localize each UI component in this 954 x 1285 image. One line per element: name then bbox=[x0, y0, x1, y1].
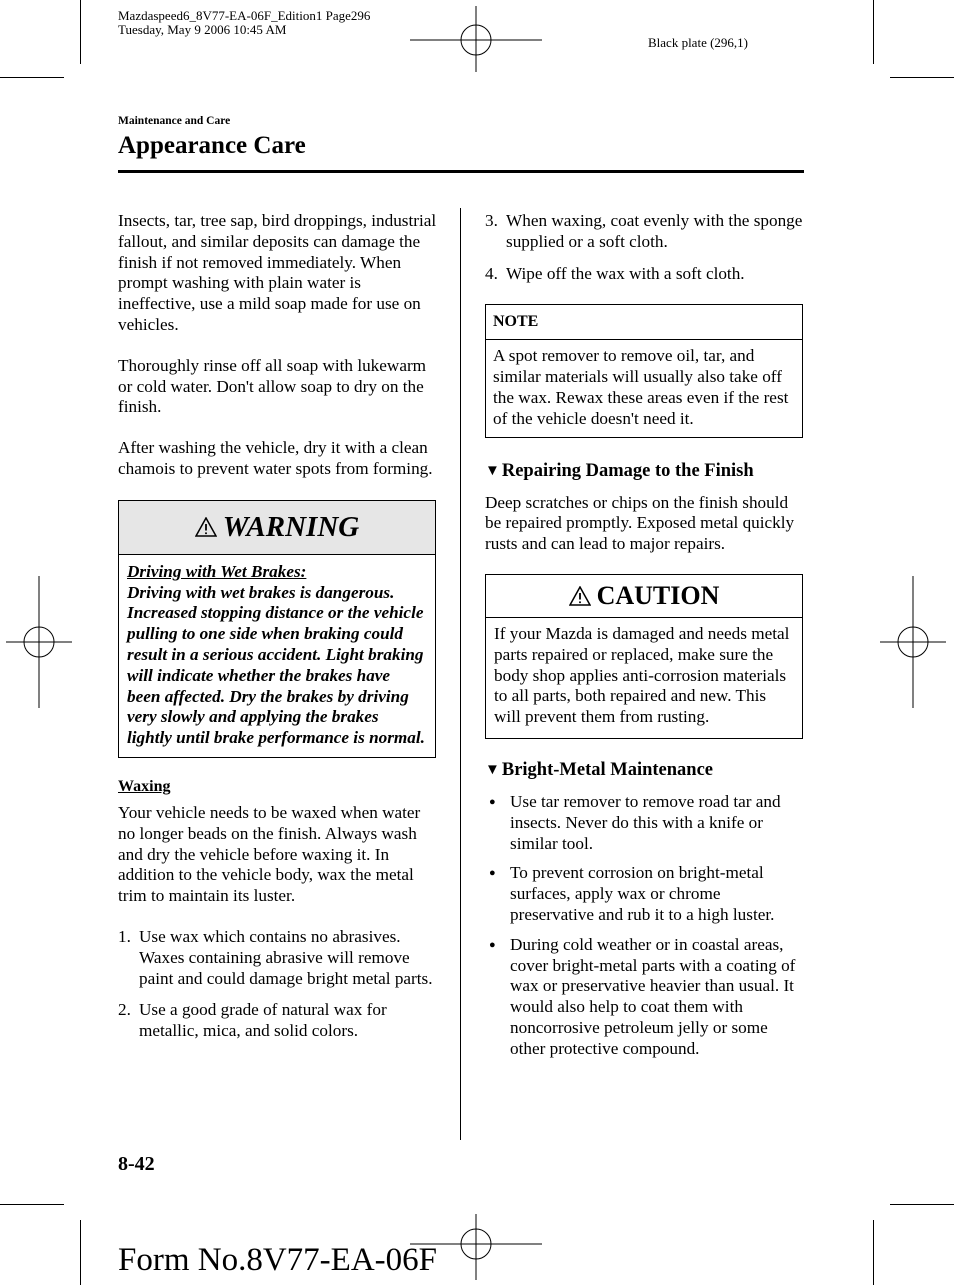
form-number: Form No.8V77-EA-06F bbox=[118, 1242, 437, 1278]
paragraph: Insects, tar, tree sap, bird droppings, industrial fallout, and similar deposits can damage the finish if not removed immediately. When prompt washing with plain water is ineffective, use a mild soap made for use on vehicles. bbox=[118, 211, 437, 334]
note-heading: NOTE bbox=[486, 305, 802, 340]
title-rule bbox=[118, 170, 804, 173]
list-item bbox=[485, 935, 805, 1060]
list-item-text: During cold weather or in coastal areas, cover bright-metal parts with a coating of wax or preservative heavier than usual. It would also help to coat them with noncorrosive petroleum jelly or some other protective compound. bbox=[510, 934, 796, 1058]
bright-metal-heading-text: Bright-Metal Maintenance bbox=[501, 759, 714, 780]
crop-mark bbox=[80, 0, 81, 64]
print-plate: Black plate (296,1) bbox=[648, 35, 748, 50]
caution-box bbox=[485, 574, 803, 739]
warning-box bbox=[118, 500, 436, 758]
step-item bbox=[118, 927, 438, 989]
caution-heading: CAUTION bbox=[596, 580, 720, 610]
bright-metal-heading bbox=[485, 759, 805, 781]
warning-subtitle: Driving with Wet Brakes: bbox=[127, 561, 307, 581]
step-item bbox=[485, 264, 805, 285]
warning-header bbox=[119, 501, 435, 555]
registration-mark-right bbox=[880, 576, 946, 708]
page-number: 8-42 bbox=[118, 1153, 155, 1175]
repair-heading bbox=[485, 460, 805, 482]
section-label: Maintenance and Care bbox=[118, 115, 231, 127]
list-item bbox=[485, 863, 805, 925]
bullet-icon: ● bbox=[489, 795, 496, 808]
triangle-marker-icon: ▼ bbox=[485, 462, 500, 479]
right-column bbox=[485, 211, 805, 1060]
list-item-text: Use tar remover to remove road tar and insects. Never do this with a knife or similar tool. bbox=[510, 791, 781, 853]
paragraph: Your vehicle needs to be waxed when water no longer beads on the finish. Always wash and dry the vehicle before waxing it. In addition to the vehicle body, wax the metal trim to maintain its luster. bbox=[118, 802, 421, 906]
registration-mark-top bbox=[410, 6, 542, 72]
step-text: Use wax which contains no abrasives. Waxes containing abrasive will remove paint and could damage bright metal parts. bbox=[139, 926, 433, 988]
note-body: A spot remover to remove oil, tar, and similar materials will usually also take off the wax. Rewax these areas even if the rest of the vehicle doesn't need it. bbox=[493, 346, 789, 428]
caution-body: If your Mazda is damaged and needs metal parts repaired or replaced, make sure the body shop applies anti-corrosion materials to all parts, both repaired and new. This will prevent them from rusting. bbox=[494, 623, 790, 727]
crop-mark bbox=[873, 1220, 874, 1285]
warning-heading: WARNING bbox=[222, 510, 360, 543]
warning-triangle-icon bbox=[195, 517, 217, 537]
bullet-icon: ● bbox=[489, 938, 496, 951]
repair-heading-text: Repairing Damage to the Finish bbox=[501, 460, 754, 481]
step-text: When waxing, coat evenly with the sponge supplied or a soft cloth. bbox=[506, 211, 803, 251]
crop-mark bbox=[890, 77, 954, 78]
step-list bbox=[118, 927, 438, 1042]
triangle-marker-icon: ▼ bbox=[485, 761, 500, 778]
step-number: 4. bbox=[485, 263, 498, 283]
column-divider bbox=[460, 208, 461, 1140]
step-number: 1. bbox=[118, 926, 131, 946]
crop-mark bbox=[0, 77, 64, 78]
print-date-line: Tuesday, May 9 2006 10:45 AM bbox=[118, 22, 287, 37]
page-title: Appearance Care bbox=[118, 132, 306, 159]
caution-header bbox=[486, 575, 802, 618]
crop-mark bbox=[0, 1204, 64, 1205]
caution-triangle-icon bbox=[569, 586, 591, 606]
step-number: 3. bbox=[485, 211, 498, 230]
bullet-icon: ● bbox=[489, 867, 496, 880]
step-text: Use a good grade of natural wax for metallic, mica, and solid colors. bbox=[139, 1000, 387, 1041]
step-item bbox=[118, 1000, 438, 1042]
step-item bbox=[485, 211, 805, 253]
warning-body: Driving with wet brakes is dangerous. Increased stopping distance or the vehicle pulling to one side when braking could result in a serious accident. Light braking will indicate whether the brakes have been affected. Dry the brakes by driving very slowly and applying the brakes lightly until brake performance is normal. bbox=[127, 582, 425, 748]
list-item-text: To prevent corrosion on bright-metal surfaces, apply wax or chrome preservative and rub it to a high luster. bbox=[510, 863, 775, 924]
paragraph: Deep scratches or chips on the finish should be repaired promptly. Exposed metal quickly rusts and can lead to major repairs. bbox=[485, 492, 795, 554]
paragraph: After washing the vehicle, dry it with a clean chamois to prevent water spots from forming. bbox=[118, 438, 433, 478]
print-file-line: Mazdaspeed6_8V77-EA-06F_Edition1 Page296 bbox=[118, 8, 371, 23]
note-box bbox=[485, 304, 803, 437]
left-column bbox=[118, 211, 438, 1042]
crop-mark bbox=[890, 1204, 954, 1205]
step-text: Wipe off the wax with a soft cloth. bbox=[506, 263, 745, 283]
crop-mark bbox=[80, 1220, 81, 1285]
list-item bbox=[485, 792, 805, 854]
step-number: 2. bbox=[118, 1000, 131, 1020]
registration-mark-left bbox=[6, 576, 72, 708]
crop-mark bbox=[873, 0, 874, 64]
bullet-list bbox=[485, 792, 805, 1060]
paragraph: Thoroughly rinse off all soap with lukewarm or cold water. Don't allow soap to dry on the finish. bbox=[118, 355, 427, 417]
waxing-heading: Waxing bbox=[118, 777, 171, 795]
